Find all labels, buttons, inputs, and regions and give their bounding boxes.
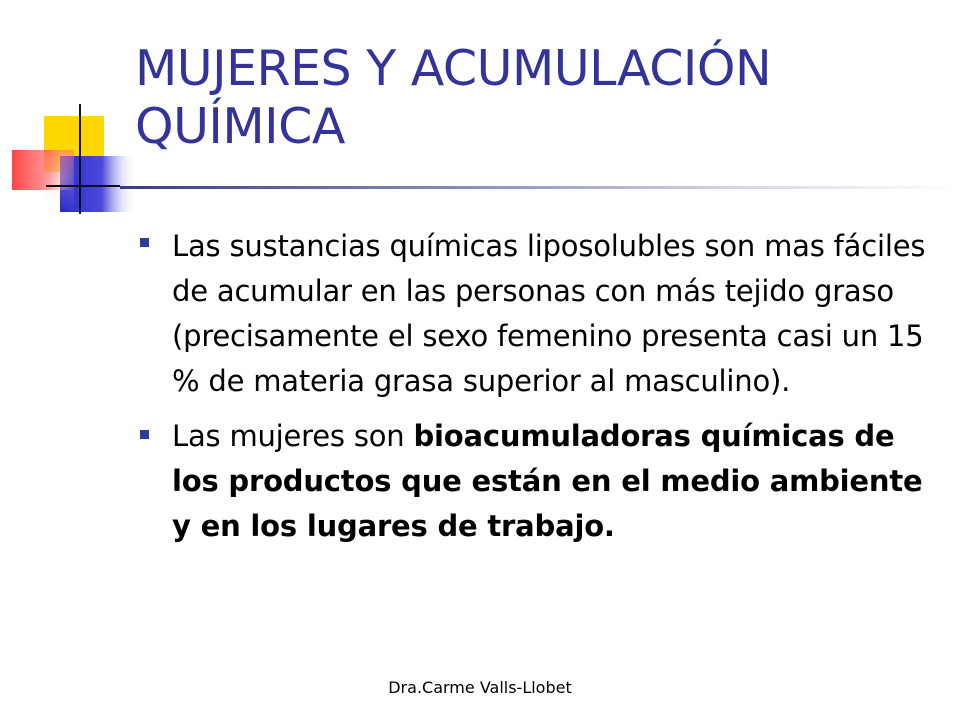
bullet-item xyxy=(140,414,940,549)
bullet-text: Las sustancias químicas liposolubles son mas fáciles de acumular en las personas con más tejido graso (precisamente el sexo femenino presenta casi un 15 % de materia grasa superior al masculino). xyxy=(172,229,926,398)
square-bullet-icon xyxy=(140,430,149,439)
title-underline xyxy=(120,186,960,189)
slide-decoration-squares xyxy=(0,0,140,230)
bullet-text-bold: bioacumuladoras químicas de los productos que están en el medio ambiente y en los lugares de trabajo. xyxy=(172,419,923,543)
slide-footer: Dra.Carme Valls-Llobet xyxy=(388,678,572,697)
title-line-1: MUJERES Y ACUMULACIÓN xyxy=(135,40,772,97)
bullet-list xyxy=(140,224,940,549)
square-bullet-icon xyxy=(140,238,149,247)
bullet-item xyxy=(140,224,940,404)
title-line-2: QUÍMICA xyxy=(135,98,345,155)
bullet-text-prefix: Las mujeres son xyxy=(172,419,414,453)
slide-title xyxy=(135,40,935,156)
